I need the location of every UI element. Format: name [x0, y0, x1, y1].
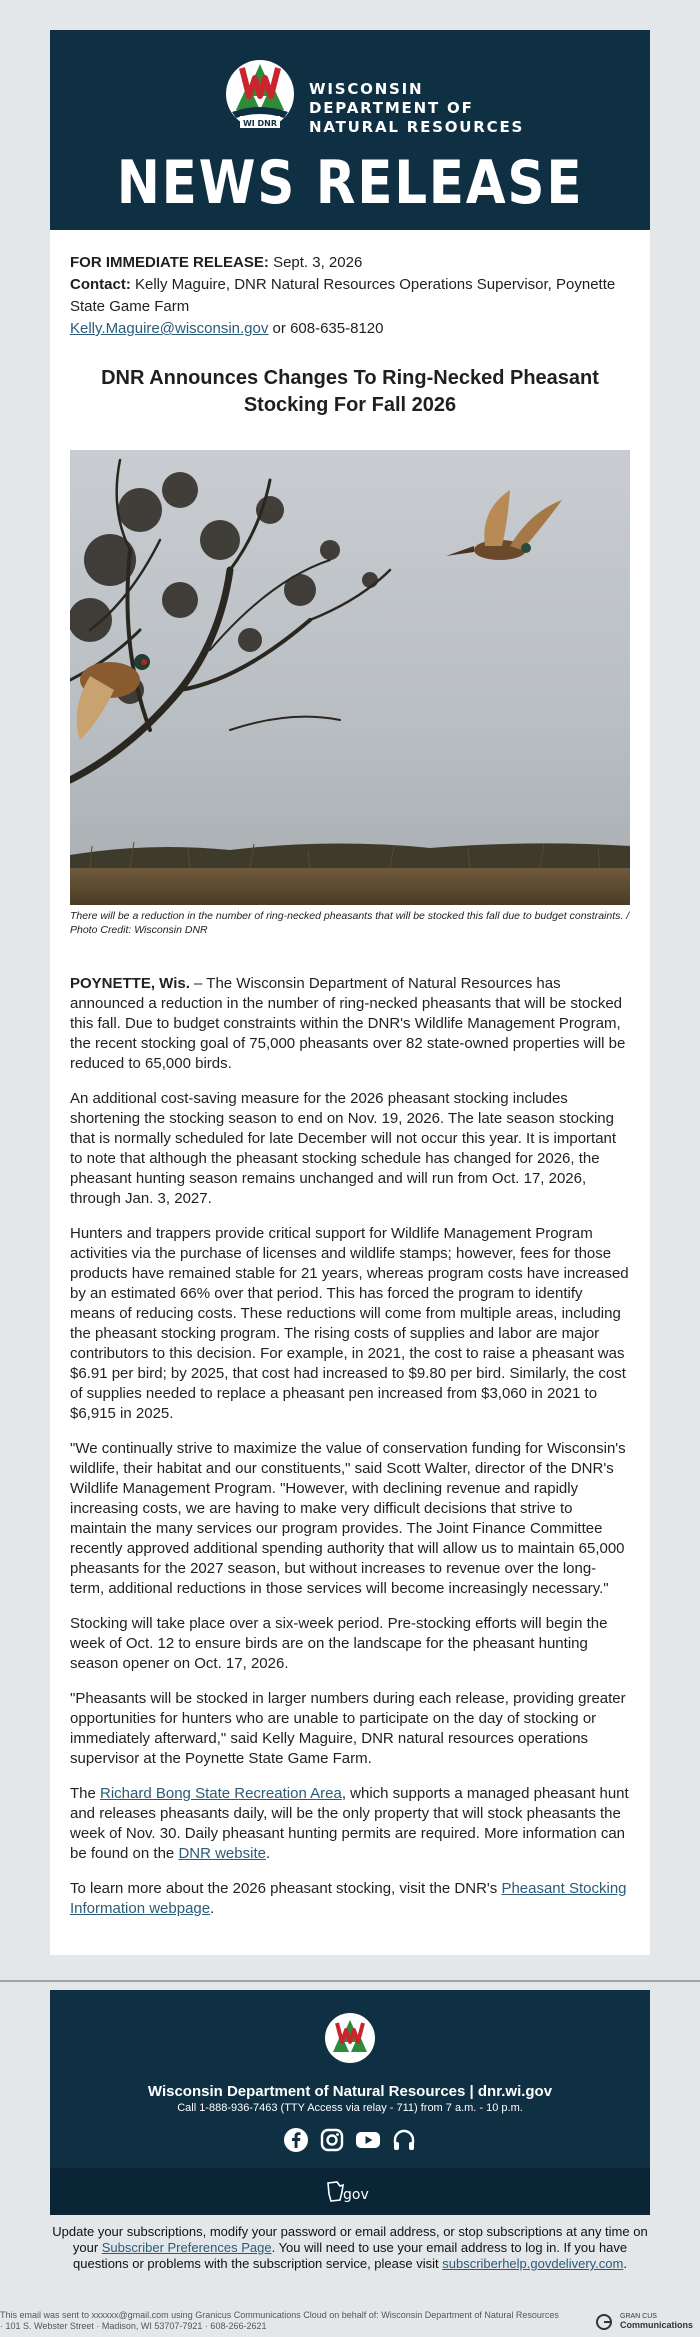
paragraph-1: [70, 974, 630, 1074]
youtube-icon[interactable]: [355, 2127, 381, 2153]
paragraph-7-text-c: .: [265, 1845, 271, 1862]
paragraph-4: "We continually strive to maximize the value of conservation funding for Wisconsin's wildlife, their habitat and our constituents," said Scott Walter, director of the DNR's Wildlife Management Program. "However, with declining revenue and rapidly increasing costs, we are having to make very difficult decisions that strive to maintain the many services our program provides. The Joint Finance Committee recently approved additional spending authority that will allow us to maintain 65,000 pheasants for the 2027 season, but without increases to revenue over the long-term, additional reductions in those services will become increasingly necessary.": [70, 1440, 626, 1597]
release-date: Sept. 3, 2026: [273, 254, 363, 271]
granicus-logo-text: [620, 2313, 693, 2329]
release-meta: [70, 252, 630, 340]
dnr-website-link[interactable]: DNR website: [178, 1845, 266, 1862]
paragraph-8: [70, 1879, 630, 1919]
footer-divider: [0, 1980, 700, 1982]
photo-caption: There will be a reduction in the number of ring-necked pheasants that will be stocked this fall due to budget constraints. / Photo Credit: Wisconsin DNR: [70, 910, 630, 936]
contact-line: [70, 274, 630, 318]
wisconsin-gov-logo: [325, 2180, 375, 2204]
paragraph-8-text-b: .: [210, 1900, 215, 1917]
svg-text:WI DNR: WI DNR: [242, 119, 278, 128]
subscription-text-c: .: [623, 2256, 627, 2271]
contact-label: Contact:: [70, 276, 131, 293]
headline: DNR Announces Changes To Ring-Necked Pheasant Stocking For Fall 2026: [101, 367, 599, 416]
paragraph-7-text-b: , which supports a managed pheasant hunt and releases pheasants daily, will be the only property that will stock pheasants the week of Nov. 30. Daily pheasant hunting permits are required. More information can be found on the: [70, 1785, 629, 1862]
paragraph-5: Stocking will take place over a six-week period. Pre-stocking efforts will begin the week of Oct. 12 to ensure birds are on the landscape for the pheasant hunting season opener on Oct. 17, 2026.: [70, 1615, 608, 1672]
granicus-logo-mark: [595, 2313, 615, 2331]
fine-print: This email was sent to xxxxxx@gmail.com using Granicus Communications Cloud on behalf of: Wisconsin Department of Natural Resources · 101 S. Webster Street · Madison, WI 53707-7921 · 608-266-2621: [0, 2310, 559, 2331]
subscriber-help-link[interactable]: subscriberhelp.govdelivery.com: [442, 2256, 624, 2271]
subscription-notice: [50, 2224, 650, 2272]
release-label: FOR IMMEDIATE RELEASE:: [70, 254, 269, 271]
contact-text: Kelly Maguire, DNR Natural Resources Operations Supervisor, Poynette State Game Farm: [70, 276, 616, 315]
agency-name: [309, 80, 524, 137]
phone-prefix: or: [272, 320, 286, 337]
agency-line-1: WISCONSIN: [309, 80, 424, 98]
agency-line-3: NATURAL RESOURCES: [309, 118, 525, 136]
news-release-title: NEWS RELEASE: [116, 148, 584, 218]
paragraph-6: "Pheasants will be stocked in larger numbers during each release, providing greater opportunities for hunters who are unable to participate on the day of stocking or immediately afterward," said Kelly Maguire, DNR natural resources operations supervisor at the Poynette State Game Farm.: [70, 1690, 626, 1767]
paragraph-3: Hunters and trappers provide critical support for Wildlife Management Program activities via the purchase of licenses and wildlife stamps; however, fees for those products have remained stable for 21 years, whereas program costs have increased by an estimated 66% over that period. This has forced the program to identify means of reducing costs. These reductions will come from multiple areas, including the pheasant stocking program. The rising costs of supplies and labor are major contributors to this decision. For example, in 2021, the cost to raise a pheasant was $6.91 per bird; by 2025, that cost had increased to $9.80 per bird. Similarly, the cost of supplies needed to replace a pheasant pen increased from $3,060 in 2021 to $6,915 in 2025.: [70, 1225, 629, 1422]
footer-phone-line: Call 1-888-936-7463 (TTY Access via relay - 711) from 7 a.m. - 10 p.m.: [177, 2102, 523, 2114]
social-links: [50, 2127, 650, 2153]
paragraph-8-text-a: To learn more about the 2026 pheasant stocking, visit the DNR's: [70, 1880, 502, 1897]
article-body: [70, 974, 630, 1934]
granicus-line-1: GRAN CUS: [620, 2313, 657, 2320]
paragraph-2: An additional cost-saving measure for the 2026 pheasant stocking includes shortening the stocking season to end on Nov. 19, 2026. The late season stocking that is normally scheduled for late December will not occur this year. It is important to note that although the pheasant stocking schedule has changed for 2026, the pheasant hunting season remains unchanged and will run from Oct. 17, 2026, through Jan. 3, 2027.: [70, 1090, 617, 1207]
subscription-text-b: . You will need to use your email address to log in. If you have questions or problems with the subscription service, please visit: [73, 2240, 628, 2271]
contact-phone: 608-635-8120: [290, 320, 384, 337]
pheasant-photo: [70, 450, 630, 905]
dateline: POYNETTE, Wis.: [70, 975, 190, 992]
pheasant-stocking-info-link[interactable]: Pheasant Stocking Information webpage: [70, 1880, 627, 1917]
instagram-icon[interactable]: [319, 2127, 345, 2153]
email-card: [50, 30, 650, 1955]
agency-line-2: DEPARTMENT OF: [309, 99, 474, 117]
footer-dnr-logo: [324, 2012, 376, 2064]
gov-logo-text: gov: [343, 2187, 369, 2203]
footer: [50, 1990, 650, 2215]
release-date-line: [70, 252, 630, 274]
granicus-line-2: Communications: [620, 2320, 694, 2330]
paragraph-1-text: – The Wisconsin Department of Natural Resources has announced a reduction in the number of ring-necked pheasants that will be stocked this fall. Due to budget constraints within the DNR's Wildlife Management Program, the recent stocking goal of 75,000 pheasants over 82 state-owned properties will be reduced to 65,000 birds.: [70, 975, 626, 1072]
wi-dnr-logo: [224, 54, 296, 150]
contact-info-line: [70, 318, 630, 340]
contact-email-link[interactable]: Kelly.Maguire@wisconsin.gov: [70, 320, 269, 337]
bong-recreation-area-link[interactable]: Richard Bong State Recreation Area: [100, 1785, 342, 1802]
facebook-icon[interactable]: [283, 2127, 309, 2153]
paragraph-7: [70, 1784, 630, 1864]
subscription-text-a: Update your subscriptions, modify your password or email address, or stop subscriptions at any time on your: [52, 2224, 648, 2255]
podcast-icon[interactable]: [391, 2127, 417, 2153]
paragraph-7-text-a: The: [70, 1785, 101, 1802]
footer-agency-name: Wisconsin Department of Natural Resources | dnr.wi.gov: [147, 2083, 553, 2100]
header-banner: [50, 30, 650, 230]
gov-strip: [50, 2168, 650, 2215]
subscriber-preferences-link[interactable]: Subscriber Preferences Page: [101, 2240, 272, 2255]
